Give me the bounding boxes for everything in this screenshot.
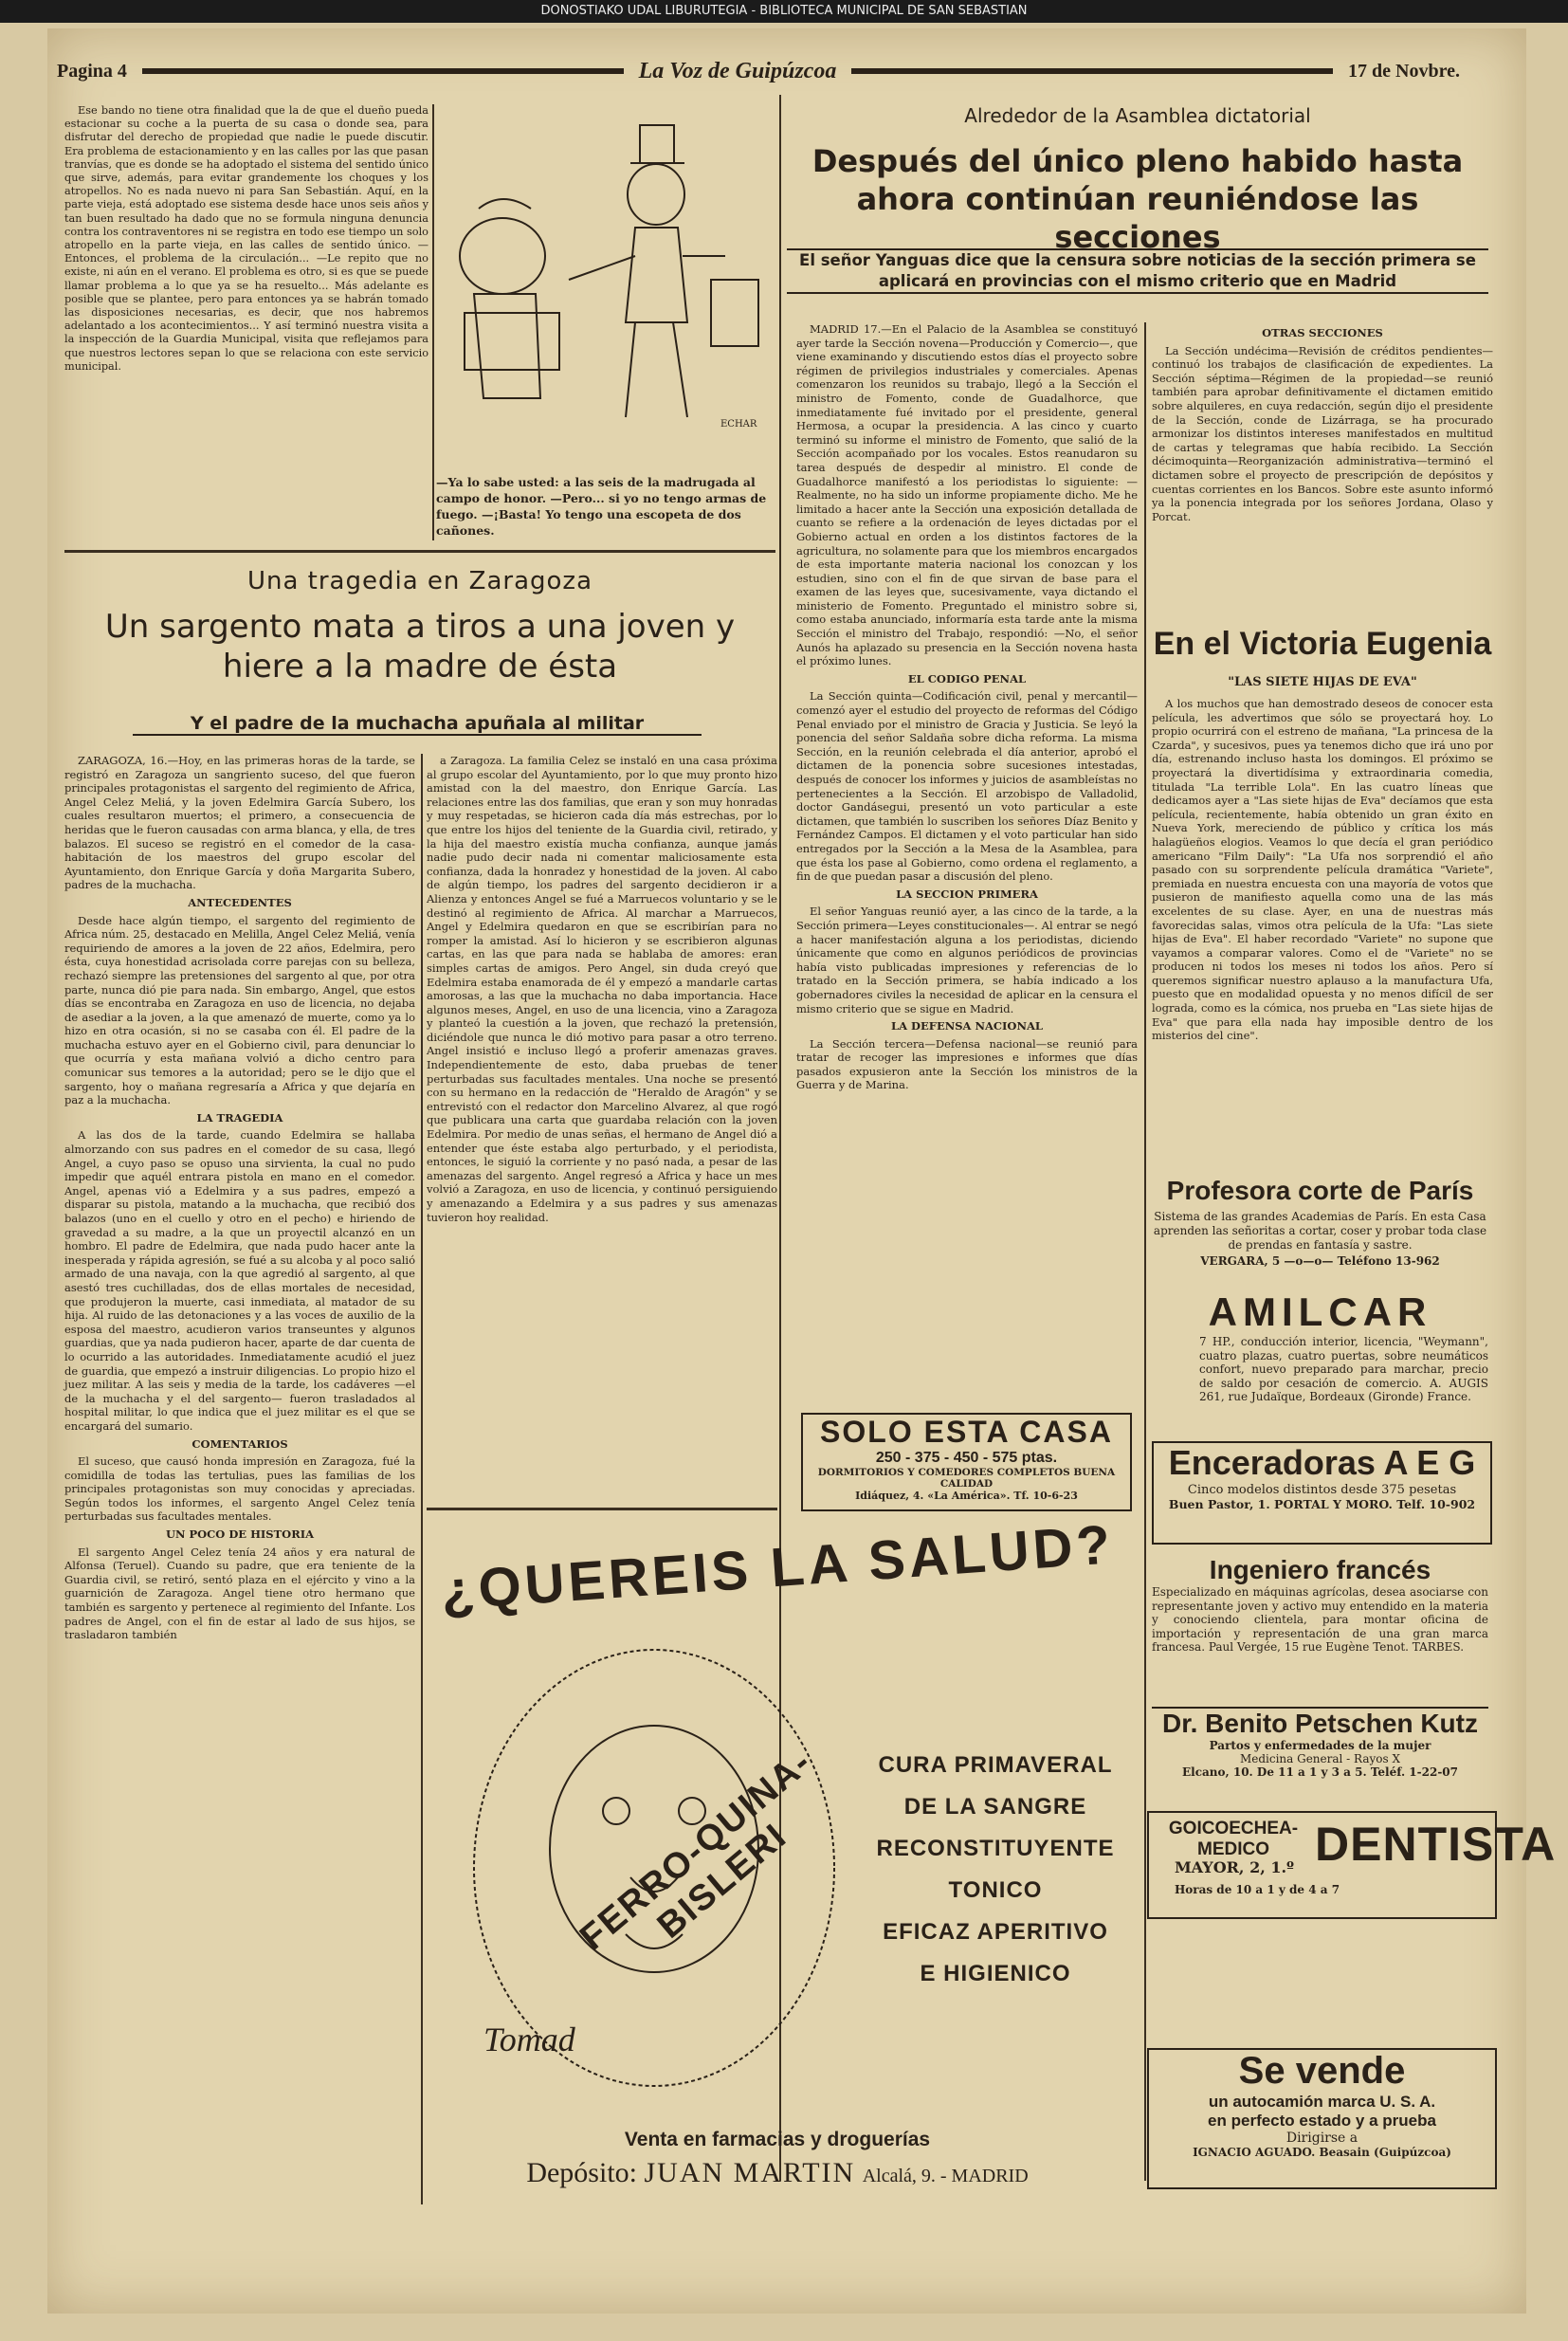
archive-banner: DONOSTIAKO UDAL LIBURUTEGIA - BIBLIOTECA MUNICIPAL DE SAN SEBASTIAN — [0, 0, 1568, 23]
victoria-film-title: "LAS SIETE HIJAS DE EVA" — [1228, 675, 1417, 689]
subhead-antecedentes: ANTECEDENTES — [188, 895, 292, 909]
asamblea-lead: MADRID 17.—En el Palacio de la Asamblea se constituyó ayer tarde la Sección novena—Producción y Comercio—, que viene examinando y discutiendo estos días el proyecto sobre régimen de privilegios industriales y comerciales. Apenas comenzaron los reunidos su trabajo, llegó a la Sección el ministro de Fomento, conde de Guadalhorce, que inmediatamente fué invitado por el presidente, general Hermosa, a ocupar la presidencia. A las cinco y cuarto terminó su informe el ministro de Fomento, que salió de la Sección acompañado por los vocales. Estos reanudaron su tarea después de despedir al ministro. El conde de Guadalhorce manifestó a los periodistas lo siguiente: —Realmente, no ha sido un informe propiamente dicho. Me he limitado a hacer ante la Sección una exposición detallada de cuanto se refiere a la ordenación de leyes dictadas por el Gobierno actual en orden a los distintos factores de la agricultura, no solamente para que los miembros encargados de esta importante materia nacional los conozcan y los estudien, sino con el fin de que sirvan de base para el examen de las leyes que, sucesivamente, vaya dictando el ministerio de Fomento. Preguntado el ministro sobre si, como estaba anunciado, informaría esta tarde ante la misma Sección el ministro del Trabajo, respondió: —No, el señor Aunós ha aplazado su presencia en la Sección novena hasta el próximo lunes. — [796, 322, 1138, 668]
subhead-defensa: LA DEFENSA NACIONAL — [891, 1019, 1043, 1033]
asamblea-codigo-text: La Sección quinta—Codificación civil, penal y mercantil—comenzó ayer el estudio del proyecto de reformas del Código Penal enviado por el ministro de Gracia y Justicia. Se leyó la ponencia del señor Saldaña sobre dicha reforma. La misma Sección, en la reunión celebrada el día anterior, aprobó el dictamen de la ponencia sobre sucesiones intestadas, después de conocer los informes y juicios de asambleístas no pertenecientes a la Sección. El arzobispo de Valladolid, doctor Gandásegui, presentó un voto particular a este dictamen, que también lo suscriben los señores Díaz Benito y Fernández Campos. El dictamen y el voto particular han sido entregados por la Sección a la Mesa de la Asamblea, para que ésta los pase al Gobierno, como ordena el reglamento, a fin de que puedan pasar a discusión del pleno. — [796, 689, 1138, 884]
petschen-ad — [1152, 1707, 1488, 1803]
se-vende-title: Se vende — [1238, 2050, 1406, 2092]
solo-line2: Idiáquez, 4. «La América». Tf. 10-6-23 — [855, 1490, 1078, 1502]
zaragoza-historia-text: El sargento Angel Celez tenía 24 años y era natural de Alfonsa (Teruel). Cuando su padre, que era teniente de la Guardia civil, se retiró, sentó plaza en el ejército y vino a la guarnición de Zaragoza. Angel tiene otro hermano que también es sargento y pertenece al regimiento del Infante. Los padres de Angel, con el fin de estar al lado de sus hijos, se trasladaron también — [64, 1545, 415, 1642]
profesora-address: VERGARA, 5 —o—o— Teléfono 13-962 — [1200, 1254, 1440, 1268]
victoria-text — [1152, 697, 1493, 1171]
ferro-deposit-address: Alcalá, 9. - MADRID — [862, 2166, 1029, 2186]
ferro-deposit-label: Depósito: — [526, 2157, 637, 2188]
zaragoza-col2-text: a Zaragoza. La familia Celez se instaló en una casa próxima al grupo escolar del Ayuntamiento, por lo que muy pronto hizo amistad con la del maestro, don Enrique García. Las relaciones entre las dos familias, que eran y son muy honradas y muy respetadas, se hicieron cada día más estrechas, por lo que entre los hijos del teniente de la Guardia civil, retirado, y la hija del maestro existía mucha confianza, aunque jamás nadie pudo decir nada ni comentar maliciosamente esta confianza, dada la honradez y honestidad de la joven. Al cabo de algún tiempo, los padres del sargento decidieron ir a Alienza y entonces Angel se fué a Marruecos voluntario y se le destinó al regimiento de Africa. Al marchar a Marruecos, Angel y Edelmira quedaron en que se escribirían para no romper la amistad. Así lo hicieron y se escribieron algunas cartas, en las que para nada se hablaba de amores: eran simples cartas de amigos. Pero Angel, sin duda creyó que Edelmira estaba enamorada de él y empezó a mandarle cartas amorosas, a las que la muchacha no daba importancia. Hace algunos meses, Angel, en uso de una licencia, vino a Zaragoza y planteó la cuestión a la joven, que rechazó la pretensión, diciéndole que nunca le dió motivo para pasar a otro terreno. Angel insistió e incluso llegó a proferir amenazas graves. Independientemente de esto, daba pruebas de tener perturbadas sus facultades mentales. Una noche se presentó con su hermano en la redacción de "Heraldo de Aragón" y se entrevistó con el redactor don Marcelino Alvarez, al que rogó que publicara una carta que guardaba relación con la joven Edelmira. Por medio de unas señas, el hermano de Angel dió a entender que éste estaba algo perturbado, y el periodista, entonces, le siguió la corriente y no pasó nada, a pesar de las amenazas del sargento. Angel regresó a Africa y hace un mes volvió a Zaragoza, en uso de licencia, y continuó persiguiendo y amenazando a Edelmira y a sus padres y sus amenazas tuvieron hoy realidad. — [427, 754, 777, 1224]
ingeniero-text: Especializado en máquinas agrícolas, desea asociarse con representante joven y activo muy entendido en la materia y conociendo clientela, para montar oficina de importación y representación de una gran marca francesa. Paul Vergée, 15 rue Eugène Tenot. TARBES. — [1152, 1585, 1488, 1654]
man-coat-icon — [626, 228, 687, 322]
issue-date: 17 de Novbre. — [1348, 60, 1460, 82]
petschen-title: Dr. Benito Petschen Kutz — [1162, 1709, 1478, 1738]
ferro-claim-4: TONICO — [948, 1877, 1043, 1903]
ferro-quina-ad — [427, 1513, 1128, 2200]
column-rule-left — [432, 104, 434, 540]
cartoon-illustration — [446, 114, 768, 436]
zaragoza-antecedentes-text: Desde hace algún tiempo, el sargento del regimiento de Africa núm. 25, destacado en Melilla, Angel Celez Meliá, venía requiriendo de amores a la joven de 22 años, Edelmira, pero ésta, cuya honestidad acrisolada corre parejas con su belleza, rechazó siempre las pretensiones del sargento al que, por otra parte, nunca dió pie para nada. Sin embargo, Angel, que estos días se encontraba en Zaragoza en uso de licencia, no dejaba de asediar a la joven, a la que amenazó de muerte, como ya lo hizo en otra ocasión, si no se casaba con él. El padre de la muchacha estuvo ayer en el Gobierno civil, para denunciar lo que ocurría y esta mañana volvió a dicho centro para comunicar sus temores a la autoridad; pero se le dijo que el sargento, hoy o mañana regresaría a Africa y que dejaría en paz a la muchacha. — [64, 913, 415, 1107]
masthead — [57, 57, 1460, 85]
asamblea-column-2 — [1152, 322, 1493, 607]
asamblea-subhead: El señor Yanguas dice que la censura sobre noticias de la sección primera se aplicará en provincias con el mismo criterio que en Madrid — [787, 248, 1488, 294]
zaragoza-headline: Un sargento mata a tiros a una joven y hiere a la madre de ésta — [104, 608, 736, 686]
goicoechea-title: GOICOECHEA-MEDICO — [1168, 1819, 1299, 1859]
se-vende-ad — [1147, 2048, 1497, 2189]
ingeniero-ad — [1152, 1555, 1488, 1697]
goicoechea-address: MAYOR, 2, 1.º — [1174, 1858, 1295, 1876]
se-vende-line1: un autocamión marca U. S. A. — [1208, 2093, 1436, 2111]
small-man-head-icon — [460, 218, 545, 294]
masthead-rule-right — [851, 68, 1333, 74]
subhead-comentarios: COMENTARIOS — [191, 1436, 288, 1451]
cartoon-caption: —Ya lo sabe usted: a las seis de la madrugada al campo de honor. —Pero... si yo no tengo armas de fuego. —¡Basta! Yo tengo una escopeta de dos cañones. — [436, 475, 767, 538]
asamblea-headline: Después del único pleno habido hasta ahora continúan reuniéndose las secciones — [811, 143, 1464, 255]
ferro-claim-2: DE LA SANGRE — [903, 1794, 1087, 1820]
man-head-icon — [628, 164, 684, 225]
ferro-claim-1: CURA PRIMAVERAL — [878, 1752, 1113, 1778]
zaragoza-tragedia-text: A las dos de la tarde, cuando Edelmira se hallaba almorzando con sus padres en el comedor de su casa, llegó Angel, a cuyo paso se opuso una sirvienta, la cual no pudo impedir que aquél entrara pistola en mano en el comedor. Angel, apenas vió a Edelmira y a sus padres, empezó a disparar su pistola, matando a la muchacha, que recibió dos balazos (uno en el cuello y otro en el pecho) e hiriendo de gravedad a su madre, a la que un proyectil alcanzó en un hombro. El padre de Edelmira, que nada pudo hacer ante la inesperada y rápida agresión, se fué a su alcoba y al poco salió armado de una navaja, con la que agredió al sargento, al que asestó tres cuchilladas, dos de ellas mortales de necesidad, que produjeron la muerte, casi inmediata, al matador de su hija. Al ruido de las detonaciones y a las voces de auxilio de la esposa del maestro, acudieron varios transeuntes y algunos guardias, que ya nada pudieron hacer, aparte de dar cuenta de lo ocurrido a las autoridades. Inmediatamente acudió el juez de guardia, que empezó a instruir diligencias. Lo propio hizo el juez militar. A las seis y media de la tarde, los cadáveres —el de la muchacha y el del sargento— fueron trasladados al hospital militar, lo que indica que el juez militar es el que se encargará del sumario. — [64, 1128, 415, 1433]
zaragoza-comentarios-text: El suceso, que causó honda impresión en Zaragoza, fué la comidilla de todas las tertulias, pues las familias de los principales protagonistas son muy conocidas y apreciadas. Según todos los informes, el sargento Angel Celez tenía perturbadas sus facultades mentales. — [64, 1454, 415, 1524]
profesora-ad — [1152, 1176, 1488, 1280]
asamblea-defensa-text: La Sección tercera—Defensa nacional—se reunió para tratar de recoger las impresiones e informes que días pasados expusieron ante la Sección los ministros de la Guerra y de Marina. — [796, 1036, 1138, 1092]
asamblea-column-1 — [796, 322, 1138, 1413]
solo-line1: DORMITORIOS Y COMEDORES COMPLETOS BUENA CALIDAD — [817, 1467, 1116, 1490]
asamblea-primera-text: El señor Yanguas reunió ayer, a las cinco de la tarde, a la Sección primera—Leyes constitucionales—. Al entrar se negó a hacer manifestación alguna a los periodistas, diciendo únicamente que como en algunos periódicos de provincias había visto publicadas impresiones y referencias de lo tratado en la Sección primera, se había indicado a los gobernadores civiles la necesidad de aplicar en la censura el mismo criterio que se sigue en Madrid. — [796, 905, 1138, 1015]
petschen-line2: Medicina General - Rayos X — [1239, 1752, 1401, 1765]
enceradoras-address: Buen Pastor, 1. PORTAL Y MORO. Telf. 10-902 — [1168, 1497, 1476, 1511]
separator-left-1 — [64, 550, 775, 553]
goicoechea-hours: Horas de 10 a 1 y de 4 a 7 — [1174, 1883, 1340, 1896]
separator-ferro-top — [427, 1508, 777, 1510]
artist-signature-icon: ECHAR — [720, 419, 757, 430]
newspaper-title: La Voz de Guipúzcoa — [638, 58, 837, 83]
profesora-text: Sistema de las grandes Academias de París. En esta Casa aprenden las señoritas a cortar, coser y probar toda clase de prendas en fantasía y sastre. — [1153, 1210, 1487, 1252]
zaragoza-kicker: Una tragedia en Zaragoza — [246, 567, 593, 595]
solo-title: SOLO ESTA CASA — [820, 1415, 1113, 1449]
top-hat-icon — [640, 125, 674, 163]
amilcar-ad — [1152, 1289, 1488, 1422]
ingeniero-title: Ingeniero francés — [1209, 1555, 1431, 1584]
ferro-claim-6: E HIGIENICO — [920, 1961, 1071, 1986]
solo-prices: 250 - 375 - 450 - 575 ptas. — [875, 1450, 1058, 1466]
ferro-deposit-name: JUAN MARTIN — [644, 2157, 856, 2188]
victoria-body: A los muchos que han demostrado deseos de conocer esta película, les advertimos que sólo se proyectará hoy. Lo propio ocurrirá con el estreno de mañana, "La princesa de la Czarda", y sucesivos, pues ya tenemos dicho que irá uno por día, estrenando incluso hasta los domingos. El próximo se proyectará la divertidísima y extraordinaria comedia, titulada "La terrible Lola". En las cuatro líneas que dedicamos ayer a "Las siete hijas de Eva" decíamos que esta película, recientemente, había obtenido un gran éxito en Nueva York, mereciendo de público y crítica los más halagüeños elogios. Veamos lo que decía el gran periódico americano "Film Daily": "La Ufa nos sorprendió el año pasado con su sorprendente película dramática "Variete", premiada en nuestra encuesta con una mayoría de votos que pusieron de manifiesto aquella como una de las más excelentes de su clase. Ayer, en una de nuestras más favorecidas salas, vimos otra película de la Ufa: "Las siete hijas de Eva". El haber recordado "Variete" no supone que vayamos a comparar valores. Como el de "Variete" no se producen ni todos los meses ni todos los años. Pero sí queremos significar nuestro aplauso a la manufactura Ufa, puesto que en modalidad opuesta y no menos difícil de ser lograda, como es la cómica, nos prueba en "Las siete hijas de Eva" que para ella nada hay imposible dentro de los misterios del cine". — [1152, 697, 1493, 1043]
subhead-primera: LA SECCION PRIMERA — [896, 887, 1038, 901]
ferro-claim-5: EFICAZ APERITIVO — [883, 1919, 1108, 1945]
se-vende-line2: en perfecto estado y a prueba — [1208, 2112, 1436, 2130]
column-rule-right — [1144, 322, 1146, 2181]
subhead-historia: UN POCO DE HISTORIA — [165, 1527, 315, 1542]
asamblea-kicker: Alrededor de la Asamblea dictatorial — [964, 104, 1311, 127]
profesora-title: Profesora corte de París — [1166, 1176, 1474, 1205]
ferro-sales: Venta en farmacias y droguerías — [624, 2129, 931, 2150]
column-rule-zaragoza — [421, 754, 423, 2204]
amilcar-text: 7 HP., conducción interior, licencia, "Weymann", cuatro plazas, cuatro puertas, sobre neumáticos confort, nuevo preparado para marchar, precio de saldo por cesación de comercio. A. AUGIS 261, rue Judaïque, Bordeaux (Gironde) France. — [1199, 1335, 1488, 1403]
solo-esta-casa-ad — [801, 1413, 1132, 1511]
page-number: Pagina 4 — [57, 60, 127, 82]
goicoechea-big: DENTISTA — [1315, 1818, 1557, 1871]
petschen-line3: Elcano, 10. De 11 a 1 y 3 a 5. Teléf. 1-22-07 — [1181, 1765, 1459, 1779]
enceradoras-ad — [1152, 1441, 1492, 1545]
petschen-line1: Partos y enfermedades de la mujer — [1209, 1739, 1431, 1752]
amilcar-title: AMILCAR — [1208, 1289, 1432, 1334]
zaragoza-column-2 — [427, 754, 777, 1503]
goicoechea-ad — [1147, 1811, 1557, 1919]
victoria-headline: En el Victoria Eugenia — [1153, 626, 1492, 662]
ferro-claim-3: RECONSTITUYENTE — [876, 1836, 1115, 1861]
enceradoras-text: Cinco modelos distintos desde 375 pesetas — [1187, 1483, 1457, 1497]
zaragoza-lead: ZARAGOZA, 16.—Hoy, en las primeras horas de la tarde, se registró en Zaragoza un sangriento suceso, del que fueron principales protagonistas el sargento del regimiento de Africa, Angel Celez Meliá, y la joven Edelmira García Subero, los cuales resultaron muertos; el primero, a consecuencia de heridas que le fueron causadas con arma blanca, y ella, de tres balazos. El suceso se registró en el comedor de la casa-habitación de los maestros del grupo escolar del Ayuntamiento, don Enrique García y doña Margarita Subero, padres de la muchacha. — [64, 754, 415, 892]
enceradoras-title: Enceradoras A E G — [1168, 1443, 1476, 1482]
subhead-codigo: EL CODIGO PENAL — [907, 671, 1027, 686]
chair-icon — [711, 280, 758, 346]
subhead-otras: OTRAS SECCIONES — [1262, 326, 1383, 339]
parking-article-body: Ese bando no tiene otra finalidad que la de que el dueño pueda estacionar su coche a la puerta de su casa o donde sea, para disfrutar del derecho de propiedad que nadie le puede discutir. Era problema de estacionamiento y en las calles por las que pasan tranvías, que es donde se ha adoptado el sistema del sentido único que sirve, además, para evitar grandemente los choques y los atropellos. No es nada nuevo ni para San Sebastián. Aquí, en la parte vieja, está adoptado ese sistema desde hace unos seis años y tan buen resultado ha dado que no se formula ninguna denuncia contra los contraventores ni se registra en todo ese tiempo un solo atropello en la parte vieja, en las calles de sentido único. —Entonces, el problema de la circulación... —Le repito que no existe, ni aún en el verano. El problema es otro, si es que se puede llamar problema a lo que ya se ha resuelto... Más adelante es posible que se plantee, pero para entonces ya se habrán tomado las disposiciones necesarias, es decir, que nos habremos adelantado a los acontecimientos... Y así terminó nuestra visita a la inspección de la Guardia Municipal, visita que reflejamos para que nuestros lectores sepan lo que se relaciona con este servicio municipal. — [64, 104, 428, 373]
se-vende-line4: IGNACIO AGUADO. Beasain (Guipúzcoa) — [1193, 2146, 1451, 2159]
zaragoza-column-1 — [64, 754, 415, 2204]
parking-article-text — [64, 104, 428, 540]
masthead-rule-left — [142, 68, 624, 74]
ferro-title: ¿QUEREIS LA SALUD? — [439, 1513, 1116, 1622]
asamblea-otras-text: La Sección undécima—Revisión de créditos pendientes—continuó los trabajos de clasificación de expedientes. La Sección séptima—Régimen de la propiedad—se reunió también para aprobar definitivamente el dictamen emitido sobre alquileres, en cuya redacción, según dijo el presidente de la Sección, conde de Lizárraga, se ha procurado armonizar los distintos intereses manifestados en multitud de cartas y telegramas que había recibido. La Sección décimoquinta—Reorganización administrativa—terminó el dictamen sobre el proyecto de prescripción de depósitos y cuentas corrientes en los Bancos. Sobre este asunto informó ya la ponencia integrada por los señores Jordana, Olaso y Porcat. — [1152, 343, 1493, 523]
ferro-brand: FERRO-QUINA-BISLERI — [573, 1742, 820, 1959]
subhead-tragedia: LA TRAGEDIA — [196, 1110, 283, 1125]
ferro-tomad: Tomad — [483, 2021, 575, 2058]
se-vende-line3: Dirigirse a — [1285, 2131, 1358, 2146]
zaragoza-subhead: Y el padre de la muchacha apuñala al militar — [133, 713, 702, 736]
